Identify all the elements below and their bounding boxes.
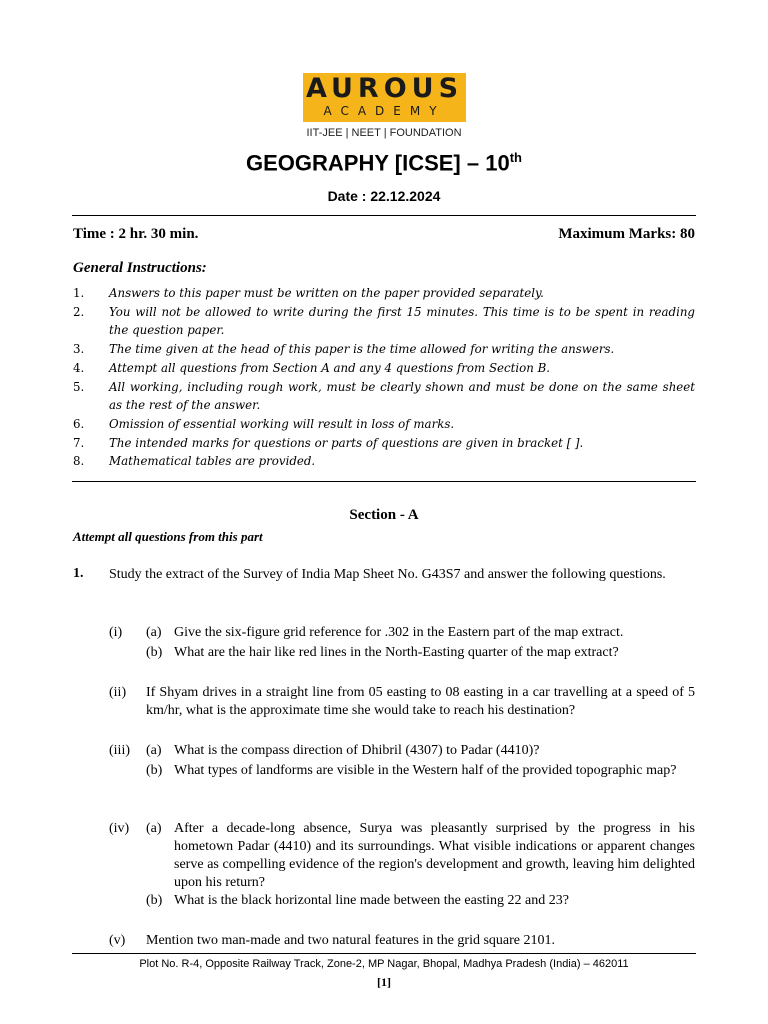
instructions-heading: General Instructions: [73, 260, 207, 276]
header-divider [72, 215, 696, 216]
instruction-number: 2. [73, 304, 85, 319]
instruction-item [73, 303, 695, 340]
part-label: (a) [146, 821, 162, 836]
section-subtitle: Attempt all questions from this part [73, 529, 263, 544]
part-text: What types of landforms are visible in the Western half of the provided topographic map? [174, 763, 677, 778]
logo-wordmark: AUROUS [305, 73, 464, 104]
subquestion-label: (iv) [109, 821, 130, 836]
instruction-number: 7. [73, 435, 85, 450]
subquestion-label: (v) [109, 933, 126, 948]
instruction-text: The intended marks for questions or parts of questions are given in bracket [ ]. [109, 435, 584, 450]
part-text: Give the six-figure grid reference for .302 in the Eastern part of the map extract. [174, 625, 624, 640]
instruction-number: 3. [73, 342, 85, 357]
aurous-academy-logo [303, 73, 466, 122]
part-text: What is the black horizontal line made between the easting 22 and 23? [174, 893, 569, 908]
instruction-number: 6. [73, 416, 85, 431]
footer-divider [72, 953, 696, 954]
instruction-text: Attempt all questions from Section A and any 4 questions from Section B. [109, 360, 551, 375]
instruction-text: Answers to this paper must be written on the paper provided separately. [109, 286, 544, 300]
instruction-item [73, 284, 695, 303]
part-label: (b) [146, 645, 163, 660]
paper-date: Date : 22.12.2024 [327, 188, 441, 204]
subquestion-label: (iii) [109, 743, 130, 758]
subquestion-text: If Shyam drives in a straight line from 05 easting to 08 easting in a car travelling at a speed of 5 km/hr, what is the approximate time she would take to reach his destination? [146, 685, 695, 718]
instruction-number: 4. [73, 360, 85, 375]
part-label: (b) [146, 763, 163, 778]
instruction-item [73, 359, 695, 378]
title-main: GEOGRAPHY [ICSE] – 10 [246, 150, 510, 176]
instruction-text: Omission of essential working will result in loss of marks. [109, 416, 455, 431]
part-text: After a decade-long absence, Surya was pleasantly surprised by the progress in his hometown Padar (4410) and its surroundings. What visible indications or apparent changes serve as compelling evidence of the region's development and growth, leaving him delighted upon his return? [174, 821, 695, 890]
footer-address: Plot No. R-4, Opposite Railway Track, Zone-2, MP Nagar, Bhopal, Madhya Pradesh (India) – 462011 [139, 958, 629, 970]
instruction-text: You will not be allowed to write during the first 15 minutes. This time is to be spent in reading the question paper. [109, 304, 695, 338]
logo-subtitle: ACADEMY [323, 104, 446, 118]
instruction-item [73, 340, 695, 359]
subquestion-text: Mention two man-made and two natural features in the grid square 2101. [146, 933, 555, 948]
instruction-number: 5. [73, 379, 85, 394]
instruction-number: 1. [73, 286, 85, 300]
part-text: What is the compass direction of Dhibril (4307) to Padar (4410)? [174, 743, 540, 758]
question-stem: Study the extract of the Survey of India Map Sheet No. G43S7 and answer the following questions. [109, 567, 666, 582]
instructions-divider [72, 481, 696, 482]
part-label: (a) [146, 743, 162, 758]
subquestion-label: (i) [109, 625, 123, 640]
time-allowed: Time : 2 hr. 30 min. [73, 226, 199, 242]
part-text: What are the hair like red lines in the North-Easting quarter of the map extract? [174, 645, 619, 660]
instruction-item [73, 452, 695, 471]
instructions-list [73, 284, 695, 471]
instruction-item [73, 378, 695, 415]
part-label: (a) [146, 625, 162, 640]
title-superscript: th [509, 150, 522, 165]
instruction-number: 8. [73, 454, 85, 469]
instruction-text: The time given at the head of this paper is the time allowed for writing the answers. [109, 342, 615, 357]
logo-tagline: IIT-JEE | NEET | FOUNDATION [306, 127, 462, 139]
instruction-item [73, 434, 695, 453]
subquestion-label: (ii) [109, 685, 127, 700]
instruction-item [73, 415, 695, 434]
maximum-marks: Maximum Marks: 80 [558, 226, 695, 242]
paper-title [0, 150, 768, 176]
question-number: 1. [73, 566, 84, 581]
instruction-text: All working, including rough work, must be clearly shown and must be done on the same sheet as the rest of the answer. [109, 379, 695, 413]
page-number: [1] [377, 975, 391, 989]
section-title: Section - A [349, 507, 419, 523]
part-label: (b) [146, 893, 163, 908]
instruction-text: Mathematical tables are provided. [109, 454, 316, 469]
